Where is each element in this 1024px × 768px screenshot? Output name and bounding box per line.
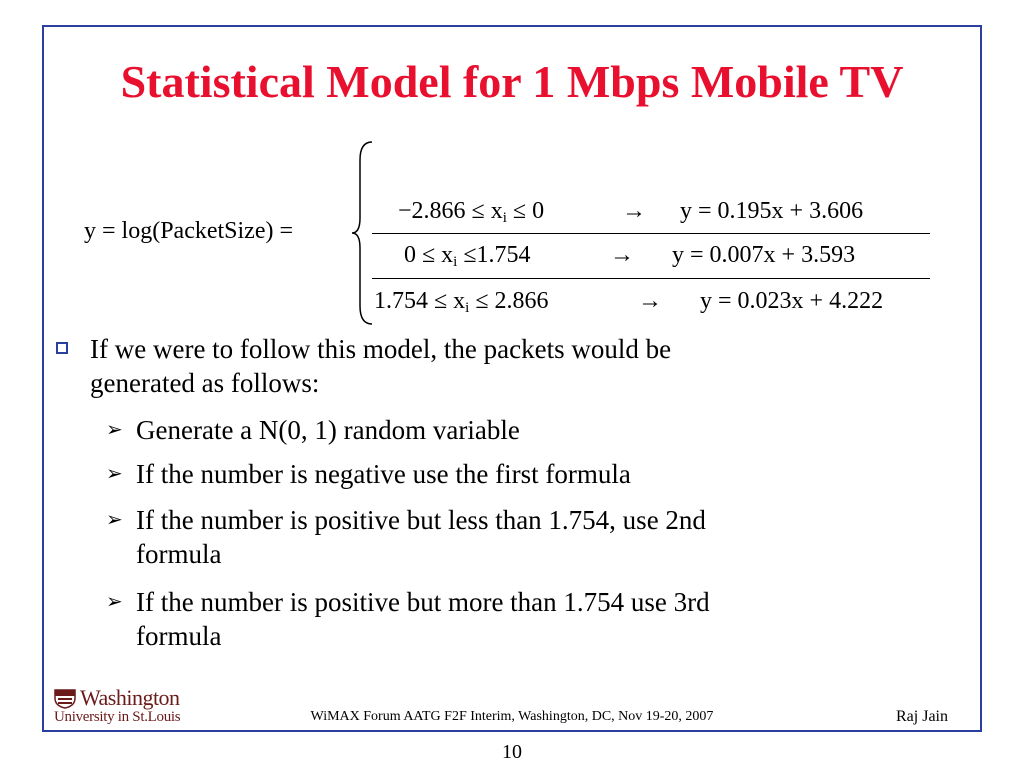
sub-bullet-1: [106, 414, 966, 448]
bullet-item: [56, 333, 956, 403]
footer-event: WiMAX Forum AATG F2F Interim, Washington, DC, Nov 19-20, 2007: [310, 709, 714, 724]
formula-divider-1: [372, 233, 930, 234]
case-2-equation: y = 0.007x + 3.593: [672, 242, 856, 268]
case-2-condition: 0 ≤ x: [404, 242, 454, 268]
case-1-arrow: →: [622, 198, 646, 224]
bullet-line-1: If we were to follow this model, the packets would be: [90, 334, 672, 364]
logo-subtitle: University in St.Louis: [54, 709, 181, 725]
case-3-condition: 1.754 ≤ x: [374, 288, 466, 314]
logo-wordmark: Washington: [80, 685, 180, 710]
case-3-equation: y = 0.023x + 4.222: [700, 288, 884, 314]
sub-bullet-4: [106, 586, 966, 654]
case-3-subscript: i: [465, 300, 470, 316]
case-1-equation: y = 0.195x + 3.606: [680, 198, 864, 224]
footer-author: Raj Jain: [896, 708, 948, 725]
sub-bullet-4-text-line-1: If the number is positive but more than 1.754 use 3rd: [136, 587, 710, 617]
hollow-square-icon: [56, 342, 68, 354]
case-2-arrow: →: [610, 242, 634, 268]
case-3-condition-end: ≤ 2.866: [469, 288, 549, 314]
sub-bullet-3-text-line-2: formula: [136, 539, 222, 569]
case-1-condition-end: ≤ 0: [506, 198, 545, 224]
case-3-arrow: →: [638, 288, 662, 314]
page-number: 10: [502, 741, 522, 763]
chevron-right-icon: ➢: [106, 591, 123, 613]
sub-bullet-3: [106, 504, 966, 572]
chevron-right-icon: ➢: [106, 509, 123, 531]
shield-icon: [54, 689, 76, 709]
chevron-right-icon: ➢: [106, 419, 123, 441]
sub-bullet-4-text-line-2: formula: [136, 621, 222, 651]
case-1-subscript: i: [502, 210, 507, 226]
formula-divider-2: [372, 278, 930, 279]
formula-lhs: y = log(PacketSize) =: [84, 218, 294, 244]
sub-bullet-1-text: Generate a N(0, 1) random variable: [136, 415, 520, 445]
sub-bullet-3-text-line-1: If the number is positive but less than 1.754, use 2nd: [136, 505, 706, 535]
sub-bullet-2-text: If the number is negative use the first formula: [136, 459, 631, 489]
formula-case-1: [0, 196, 1024, 226]
case-1-condition: −2.866 ≤ x: [398, 198, 503, 224]
sub-bullet-2: [106, 458, 966, 492]
case-2-subscript: i: [453, 254, 458, 270]
formula-case-3: [0, 286, 1024, 316]
chevron-right-icon: ➢: [106, 463, 123, 485]
case-2-condition-end: ≤1.754: [457, 242, 531, 268]
piecewise-formula: [0, 0, 1024, 340]
formula-case-2: [0, 240, 1024, 270]
slide-title: Statistical Model for 1 Mbps Mobile TV: [120, 56, 904, 107]
bullet-line-2: generated as follows:: [90, 368, 320, 398]
